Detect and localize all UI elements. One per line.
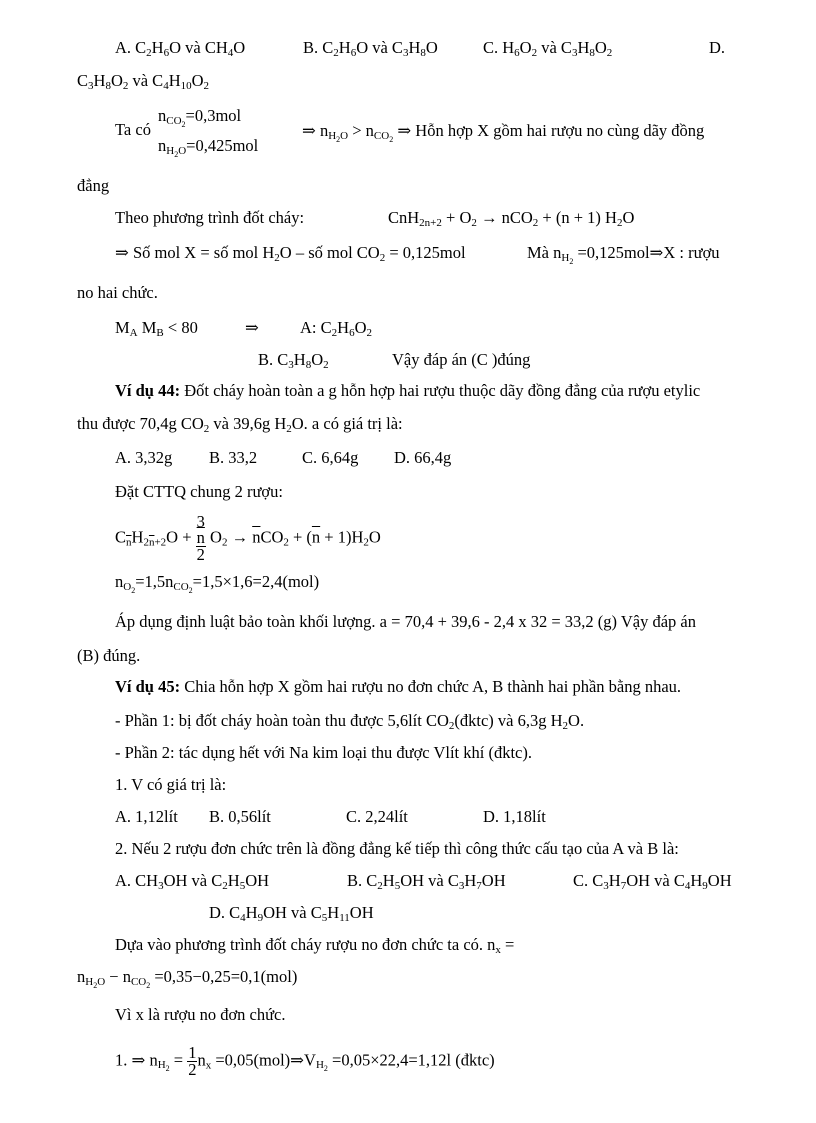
general-equation: $C_{\overline{n}}H_{2\overline{n}+2}O$ + 3 $\overline{n}$ 2 $O_2 \to \overline{n}CO_2 + (\overline{n} + 1)H_2O$ xyxy=(115,512,381,564)
option-line-1: A. $C_2H_6O$ và $CH_4O$ xyxy=(115,38,246,59)
option-c: C. $H_6O_2$ và $C_3H_8O_2$ xyxy=(483,38,613,59)
ex45-q2: 2. Nếu 2 rượu đơn chức trên là đồng đẳng kế tiếp thì công thức cấu tạo của A và B là: xyxy=(115,839,679,858)
combustion-equation: $CnH_{2n+2} + O_2 \to nCO_2 + (n + 1)$ $H_2O$ xyxy=(388,208,635,229)
cont-line: đẳng xyxy=(77,176,110,195)
ex44-solution: Áp dụng định luật bảo toàn khối lượng. a = 70,4 + 39,6 - 2,4 x 32 = 33,2 (g) Vậy đáp án xyxy=(115,612,696,631)
ans-b: B. $C_3H_8O_2$ xyxy=(258,350,329,371)
option-d-label: D. xyxy=(709,38,726,57)
ex45-solution: 1. ⇒ $n_{H_2}$ = $\frac{1}{2}$ $n_x$ $=0,05(mol)\Rightarrow V_{H_2} =0,05\times 22,4=1,12l$ (đktc) xyxy=(115,1043,495,1079)
no2-line: $n_{O_2}=1,5n_{CO_2}=1,5\times 1,6=2,4(mol)$ xyxy=(115,572,320,595)
ex45-part2: - Phần 2: tác dụng hết với Na kim loại thu được Vlít khí (đktc). xyxy=(115,743,532,762)
option-b: B. $C_2H_6O$ và $C_3H_8O$ xyxy=(303,38,438,59)
ex45-q2-d: D. $C_4H_9OH$ và $C_5H_{11}OH$ xyxy=(209,903,374,924)
ex44-opt-b: B. 33,2 xyxy=(209,448,258,467)
nohai-line: no hai chức. xyxy=(77,283,158,302)
ex44-solution-cont: (B) đúng. xyxy=(77,646,141,665)
ans-final: Vậy đáp án (C )đúng xyxy=(392,350,531,369)
ex44-question: Ví dụ 44: Đốt cháy hoàn toàn a g hỗn hợp hai rượu thuộc dãy đồng đẳng của rượu etylic xyxy=(115,381,701,400)
nh2o-value: $n_{H_2O}=0,425mol$ xyxy=(158,136,259,159)
ex44-opt-a: A. 3,32g xyxy=(115,448,173,467)
ma-line: Mà $n_{H_2}$ =0,125mol⇒X : rượu xyxy=(527,243,720,266)
ex45-q2-b: B. $C_2H_5OH$ và $C_3H_7OH$ xyxy=(347,871,506,892)
ex45-q2-c: C. $C_3H_7OH$ và $C_4H_9OH$ xyxy=(573,871,732,892)
ex45-nx: $n_{H_2O} - n_{CO_2} =0,35-0,25=0,1(mol)$ xyxy=(77,967,298,990)
ex45-q1-b: B. 0,56lít xyxy=(209,807,271,826)
ans-a: A: $C_2H_6O_2$ xyxy=(300,318,372,339)
ex45-q2-a: A. $CH_3OH$ và $C_2H_5OH$ xyxy=(115,871,270,892)
ex45-q1-a: A. 1,12lít xyxy=(115,807,178,826)
taco-label: Ta có xyxy=(115,120,151,139)
ex45-q1-c: C. 2,24lít xyxy=(346,807,408,826)
ex44-opt-c: C. 6,64g xyxy=(302,448,359,467)
ex45-q1-d: D. 1,18lít xyxy=(483,807,546,826)
ex45-q1: 1. V có giá trị là: xyxy=(115,775,227,794)
eq-label: Theo phương trình đốt cháy: xyxy=(115,208,305,227)
ex45-part1: - Phần 1: bị đốt cháy hoàn toàn thu được 5,6lít $CO_2(đktc)$ và 6,3g $H_2O$. xyxy=(115,711,585,732)
ex45-dua: Dựa vào phương trình đốt cháy rượu no đơn chức ta có. $n_x$ = xyxy=(115,935,515,956)
mol-line: ⇒ Số mol X = số mol $H_2O$ – số mol $CO_2 = 0,125mol$ xyxy=(115,243,466,264)
mamb-line: $M_A$ $M_B < 80$ xyxy=(115,318,198,339)
conclusion-line: ⇒ $n_{H_2O} > n_{CO_2}$ ⇒ Hỗn hợp X gồm hai rượu no cùng dãy đồng xyxy=(302,121,705,144)
ex44-opt-d: D. 66,4g xyxy=(394,448,452,467)
option-d: $C_3H_8O_2$ và $C_4H_{10}O_2$ xyxy=(77,71,210,92)
ex45-question: Ví dụ 45: Chia hỗn hợp X gồm hai rượu no đơn chức A, B thành hai phần bằng nhau. xyxy=(115,677,682,696)
nco2-value: $n_{CO_2}=0,3mol$ xyxy=(158,106,242,129)
ex45-vi: Vì x là rượu no đơn chức. xyxy=(115,1005,286,1024)
ex44-question-cont: thu được 70,4g $CO_2$ và 39,6g $H_2O$. a có giá trị là: xyxy=(77,414,403,435)
ex44-cttq: Đặt CTTQ chung 2 rượu: xyxy=(115,482,283,501)
arrow: ⇒ xyxy=(245,318,259,337)
